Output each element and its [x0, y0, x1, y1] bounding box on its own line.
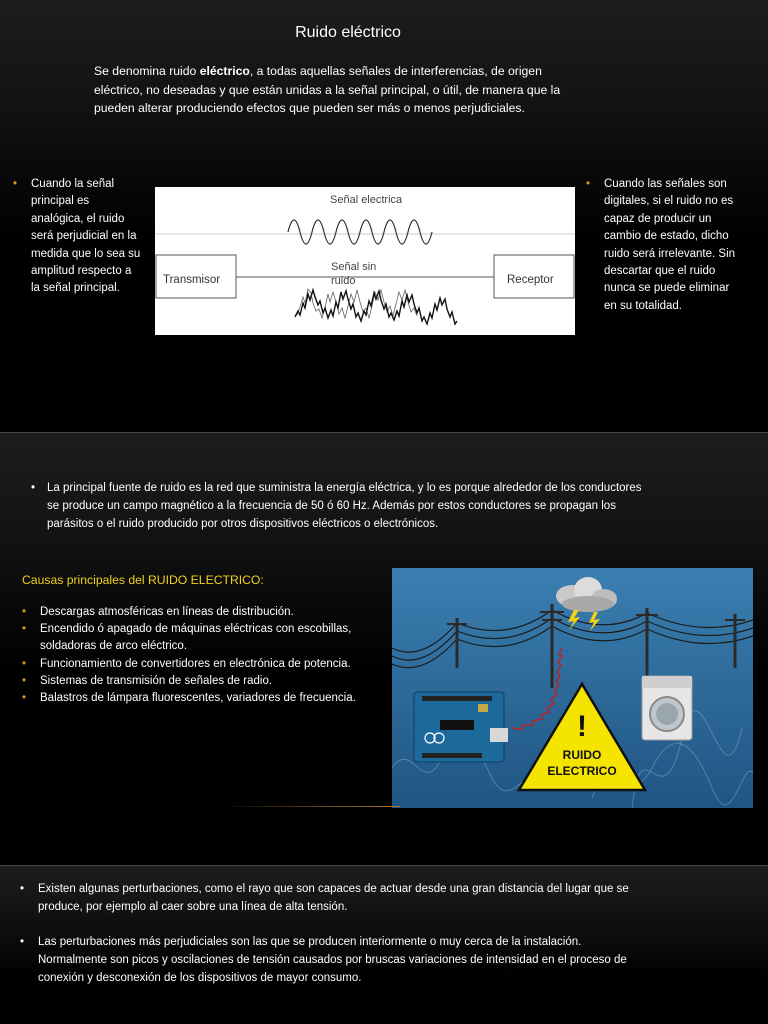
accent-underline	[220, 806, 400, 807]
bullet-dot: •	[22, 623, 27, 636]
slide-1	[0, 0, 768, 432]
washing-machine-icon	[642, 676, 692, 740]
bullet-dot: •	[20, 936, 25, 948]
bullet-dot: •	[31, 482, 36, 494]
noise-diagram-svg	[155, 187, 575, 335]
intro-bold-word: eléctrico	[199, 64, 250, 78]
list-item	[22, 604, 380, 621]
list-item	[20, 880, 638, 916]
warning-sign-line-2: ELECTRICO	[547, 764, 617, 778]
bullet-dot: •	[22, 674, 27, 687]
cause-text: Funcionamiento de convertidores en electrónica de potencia.	[40, 657, 351, 670]
digital-signal-note-text: Cuando las señales son digitales, si el ruido no es capaz de producir un cambio de estado, dicho ruido será irrelevante. Sin descartar que el ruido nunca se puede eliminar en su totalidad.	[604, 178, 736, 312]
illustration-svg	[392, 568, 753, 808]
cause-text: Sistemas de transmisión de señales de radio.	[40, 674, 273, 687]
warning-exclamation: !	[577, 710, 587, 743]
analog-signal-note-text: Cuando la señal principal es analógica, el ruido será perjudicial en la medida que lo sea su amplitud respecto a la señal principal.	[31, 178, 141, 295]
clean-signal-label: Señal electrica	[330, 194, 403, 206]
transmitter-label: Transmisor	[163, 274, 221, 286]
list-item	[22, 673, 380, 690]
bullet-dot: •	[20, 883, 25, 895]
bullet-dot: •	[22, 657, 27, 670]
slide-title: Ruido eléctrico	[295, 24, 401, 41]
bullet-dot: •	[22, 606, 27, 618]
noise-source-paragraph	[31, 479, 647, 533]
disturbance-text: Las perturbaciones más perjudiciales son las que se producen interiormente o muy cerca de la instalación. Normalmente son picos y oscilaciones de tensión causados por bruscas variaciones de intensidad en el proceso de conexión y desconexión de los dispositivos de mayor consumo.	[38, 936, 627, 984]
noise-source-text: La principal fuente de ruido es la red que suministra la energía eléctrica, y lo es porque alrededor de los conductores se produce un campo magnético a la frecuencia de 50 ó 60 Hz. Además por estos conductores se propagan los parásitos o el ruido producido por otros dispositivos eléctricos o electrónicos.	[47, 482, 642, 530]
causes-heading: Causas principales del RUIDO ELECTRICO:	[22, 573, 264, 587]
list-item	[22, 690, 380, 707]
electrical-noise-illustration	[392, 568, 753, 808]
disturbances-list	[20, 880, 638, 1004]
cause-text: Balastros de lámpara fluorescentes, variadores de frecuencia.	[40, 692, 356, 705]
list-item	[22, 656, 380, 673]
noise-diagram	[155, 187, 575, 335]
bullet-dot: •	[13, 178, 18, 190]
intro-text-end: , a todas aquellas señales de interferencias, de origen eléctrico, no deseadas y que están unidas a la señal principal, o útil, de manera que la pueden alterar produciendo efectos que pueden ser más o menos perjudiciales.	[94, 64, 561, 115]
intro-text-start: Se denomina ruido	[94, 64, 200, 78]
intro-paragraph	[94, 62, 584, 118]
receiver-label: Receptor	[507, 274, 554, 286]
cause-text: Encendido ó apagado de máquinas eléctricas con escobillas, soldadoras de arco eléctrico.	[40, 623, 352, 653]
digital-signal-note	[586, 176, 738, 315]
bullet-dot: •	[586, 178, 591, 190]
analog-signal-note	[13, 176, 143, 298]
warning-sign-line-1: RUIDO	[562, 748, 602, 762]
list-item	[22, 621, 380, 655]
slide-2	[0, 433, 768, 865]
causes-list	[22, 604, 380, 707]
disturbance-text: Existen algunas perturbaciones, como el rayo que son capaces de actuar desde una gran distancia del lugar que se produce, por ejemplo al caer sobre una línea de alta tensión.	[38, 883, 629, 913]
slide-3	[0, 866, 768, 1024]
list-item	[20, 933, 638, 987]
clean-signal-wave	[288, 220, 432, 244]
noisy-signal-label-1: Señal sin	[331, 261, 377, 273]
bullet-dot: •	[22, 692, 27, 705]
microcontroller-board-icon	[414, 692, 508, 762]
noisy-signal-label-2: ruido	[331, 275, 356, 287]
cause-text: Descargas atmosféricas en líneas de distribución.	[40, 606, 294, 618]
